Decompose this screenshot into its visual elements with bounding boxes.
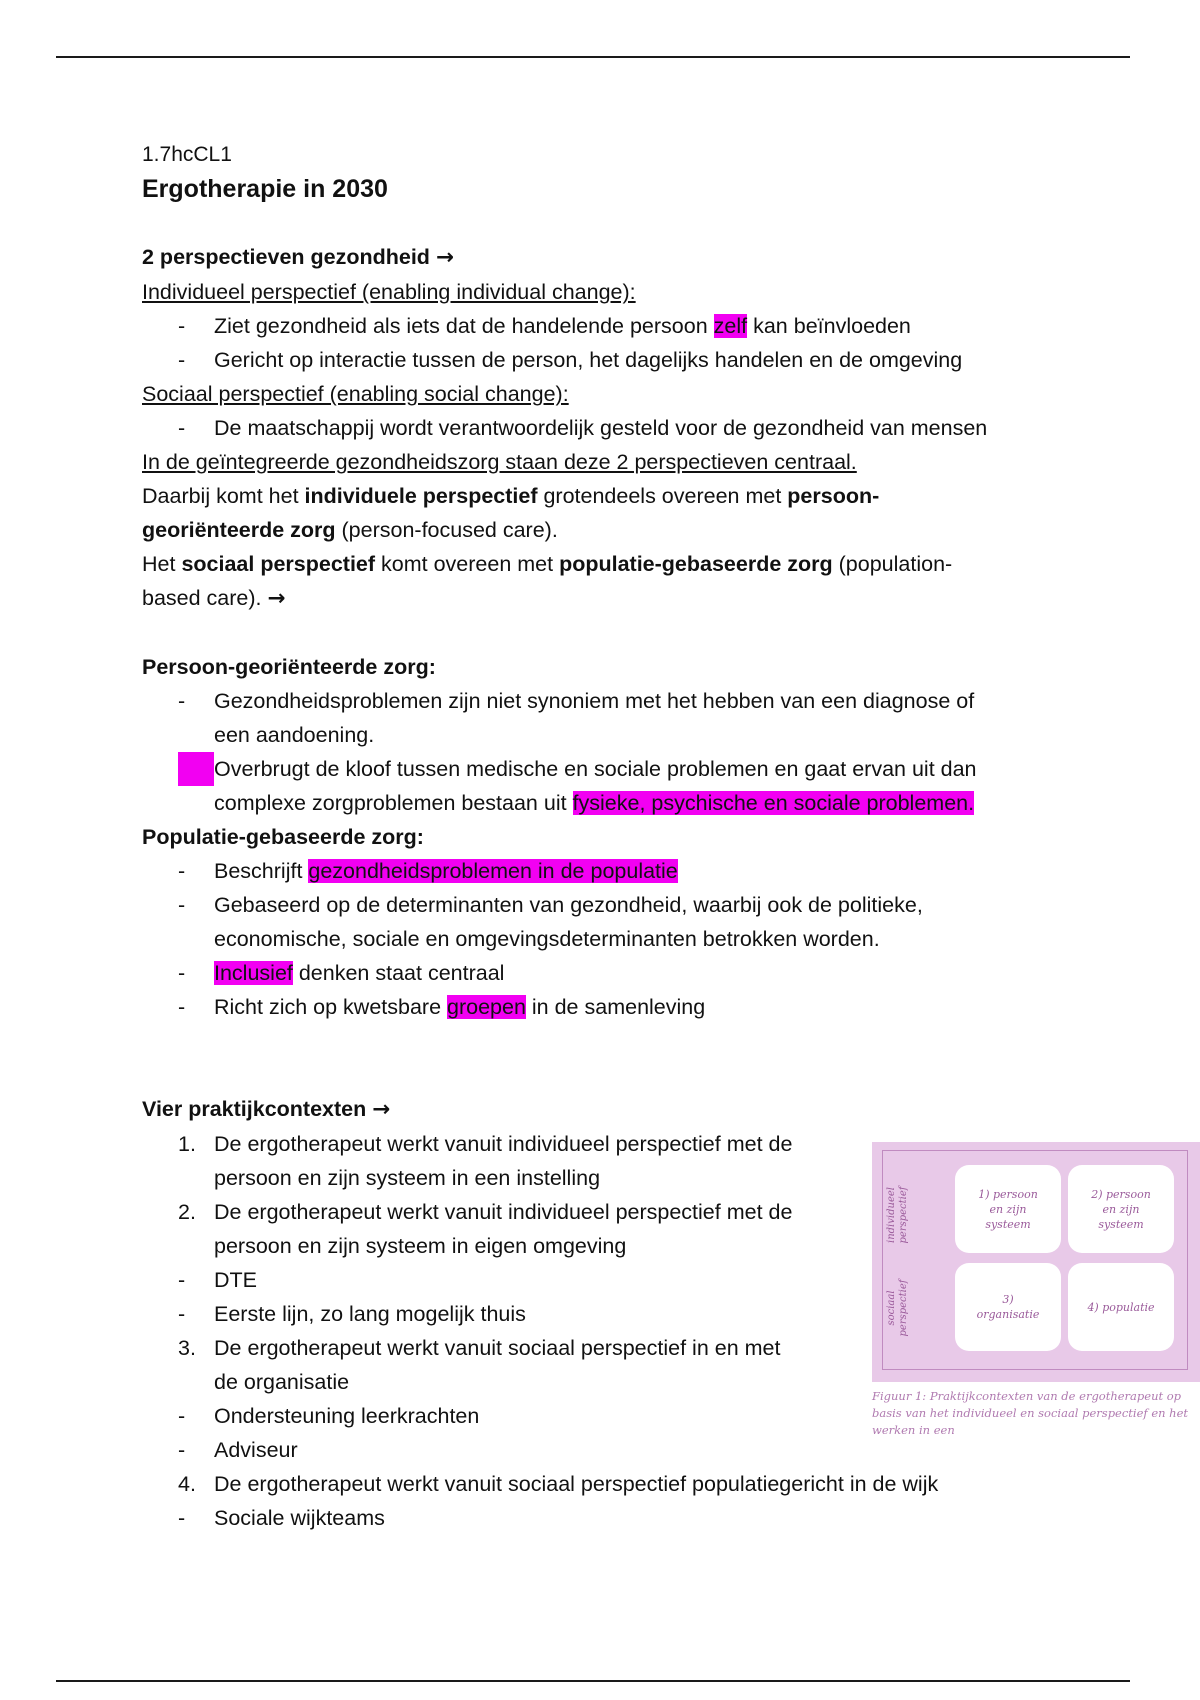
- list-item: - Richt zich op kwetsbare groepen in de samenleving: [178, 995, 706, 1019]
- figure-caption: Figuur 1: Praktijkcontexten van de ergotherapeut op basis van het individueel en sociaal perspectief en het werken in een: [872, 1389, 1189, 1437]
- arrow-right-icon: →: [435, 245, 454, 270]
- list-item: 2. De ergotherapeut werkt vanuit individueel perspectief met de persoon en zijn systeem in eigen omgeving: [178, 1200, 793, 1258]
- figure-box-4: 4) populatie: [1068, 1263, 1174, 1351]
- list-item: - Inclusief denken staat centraal: [178, 961, 505, 985]
- list-item: 3. De ergotherapeut werkt vanuit sociaal perspectief in en met de organisatie: [178, 1336, 781, 1394]
- section-heading-perspectives: 2 perspectieven gezondheid →: [142, 245, 454, 270]
- course-code: 1.7hcCL1: [142, 143, 232, 166]
- figure-box-2: 2) persoon en zijn systeem: [1068, 1165, 1174, 1253]
- footer-rule: [56, 1680, 1130, 1682]
- section-heading-contexts: Vier praktijkcontexten →: [142, 1097, 391, 1122]
- highlight: groepen: [447, 995, 526, 1019]
- header-rule: [56, 56, 1130, 58]
- practice-context-figure: [872, 1142, 1200, 1382]
- paragraph-social: Het sociaal perspectief komt overeen met populatie-gebaseerde zorg (population- based care). →: [142, 552, 953, 611]
- social-perspective-list: [142, 411, 1102, 445]
- list-item: - Ondersteuning leerkrachten: [178, 1404, 480, 1428]
- list-item: - Gezondheidsproblemen zijn niet synoniem met het hebben van een diagnose of een aandoening.: [178, 689, 975, 747]
- highlight-marker: [178, 752, 214, 786]
- list-item: 4. De ergotherapeut werkt vanuit sociaal perspectief populatiegericht in de wijk: [178, 1472, 939, 1496]
- figure-side-label-individual: individueel perspectief: [886, 1186, 909, 1244]
- paragraph-individual: Daarbij komt het individuele perspectief grotendeels overeen met persoon- georiënteerde zorg (person-focused care).: [142, 484, 880, 542]
- list-item: - Gebaseerd op de determinanten van gezondheid, waarbij ook de politieke, economische, sociale en omgevingsdeterminanten betrokken worden.: [178, 893, 923, 951]
- page-title: Ergotherapie in 2030: [142, 175, 388, 203]
- highlight: gezondheidsproblemen in de populatie: [308, 859, 678, 883]
- individual-perspective-list: [142, 309, 1102, 377]
- person-care-list: [142, 684, 1102, 820]
- highlight: zelf: [713, 314, 748, 338]
- list-item: - Ziet gezondheid als iets dat de handelende persoon zelf kan beïnvloeden: [178, 314, 911, 338]
- section-heading-population-care: Populatie-gebaseerde zorg:: [142, 825, 424, 849]
- figure-side-label-social: sociaal perspectief: [886, 1279, 909, 1337]
- social-perspective-label: Sociaal perspectief (enabling social change):: [142, 382, 569, 406]
- list-item: - DTE: [178, 1268, 257, 1292]
- integrated-care-line: In de geïntegreerde gezondheidszorg staan deze 2 perspectieven centraal.: [142, 450, 857, 474]
- list-item: - Sociale wijkteams: [178, 1506, 385, 1530]
- list-item: - Adviseur: [178, 1438, 298, 1462]
- list-item: 1. De ergotherapeut werkt vanuit individueel perspectief met de persoon en zijn systeem in een instelling: [178, 1132, 793, 1190]
- list-item: - Gericht op interactie tussen de person, het dagelijks handelen en de omgeving: [178, 348, 963, 372]
- population-care-list: [142, 854, 1102, 1024]
- individual-perspective-label: Individueel perspectief (enabling individual change):: [142, 280, 636, 304]
- figure-frame: [882, 1150, 1188, 1370]
- arrow-right-icon: →: [267, 586, 286, 611]
- list-item: Overbrugt de kloof tussen medische en sociale problemen en gaat ervan uit dan complexe zorgproblemen bestaan uit fysieke, psychische en sociale problemen.: [142, 752, 1102, 820]
- figure-box-3: 3) organisatie: [955, 1263, 1061, 1351]
- highlight: Inclusief: [214, 961, 293, 985]
- figure-box-1: 1) persoon en zijn systeem: [955, 1165, 1061, 1253]
- list-item: - Eerste lijn, zo lang mogelijk thuis: [178, 1302, 526, 1326]
- highlight: fysieke, psychische en sociale problemen.: [572, 791, 975, 815]
- list-item: - Beschrijft gezondheidsproblemen in de populatie: [178, 859, 678, 883]
- arrow-right-icon: →: [372, 1097, 391, 1122]
- section-heading-person-care: Persoon-georiënteerde zorg:: [142, 655, 436, 679]
- list-item: - De maatschappij wordt verantwoordelijk gesteld voor de gezondheid van mensen: [178, 416, 988, 440]
